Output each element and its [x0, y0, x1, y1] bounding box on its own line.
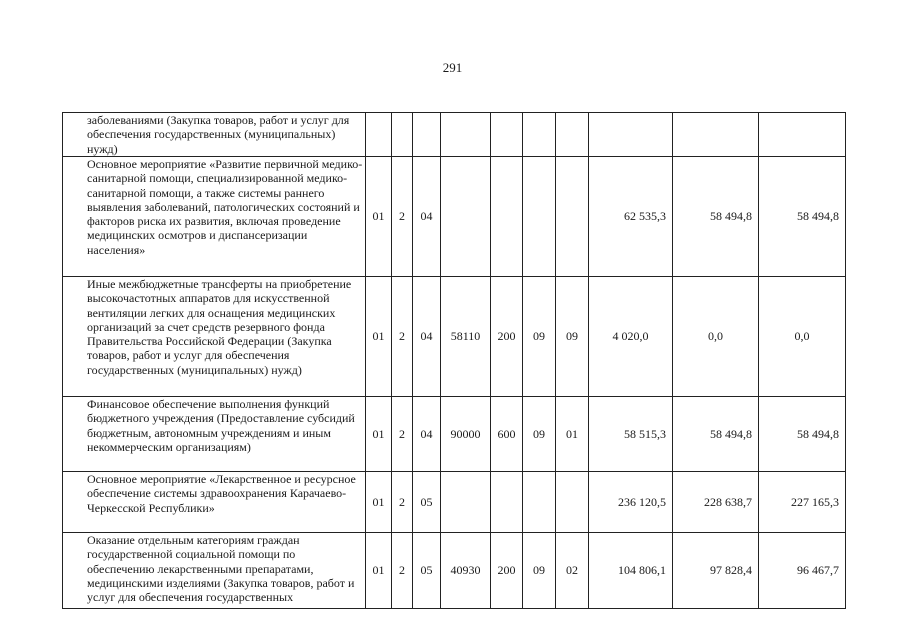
cell-subprogram: 2	[392, 472, 413, 533]
cell-subsection	[556, 113, 589, 157]
cell-event: 05	[413, 533, 441, 609]
cell-event: 04	[413, 157, 441, 277]
cell-subsection	[556, 472, 589, 533]
cell-program: 01	[366, 397, 392, 472]
cell-direction	[441, 157, 491, 277]
cell-subprogram: 2	[392, 277, 413, 397]
table-row	[63, 157, 846, 277]
row-description: Основное мероприятие «Развитие первичной медико-санитарной помощи, специализированной медико-санитарной помощи, а также системы раннего выявления заболеваний, патологических состояний и факторов риска их развития, включая проведение медицинских осмотров и диспансеризации населения»	[63, 157, 366, 277]
cell-expense-type	[491, 113, 523, 157]
cell-event: 05	[413, 472, 441, 533]
table-row	[63, 533, 846, 609]
cell-amount-3: 58 494,8	[759, 397, 846, 472]
cell-expense-type: 600	[491, 397, 523, 472]
cell-expense-type: 200	[491, 277, 523, 397]
budget-table	[62, 112, 846, 609]
cell-section: 09	[523, 533, 556, 609]
cell-expense-type	[491, 472, 523, 533]
cell-event: 04	[413, 397, 441, 472]
table-row	[63, 472, 846, 533]
cell-program: 01	[366, 533, 392, 609]
cell-program	[366, 113, 392, 157]
cell-subsection	[556, 157, 589, 277]
row-description: Оказание отдельным категориям граждан государственной социальной помощи по обеспечению лекарственными препаратами, медицинскими изделиями (Закупка товаров, работ и услуг для обеспечения государственных	[63, 533, 366, 609]
cell-subprogram: 2	[392, 157, 413, 277]
cell-amount-2	[673, 113, 759, 157]
row-description: Иные межбюджетные трансферты на приобретение высокочастотных аппаратов для искусственной вентиляции легких для оснащения медицинских организаций за счет средств резервного фонда Правительства Российской Федерации (Закупка товаров, работ и услуг для обеспечения государственных (муниципальных) нужд)	[63, 277, 366, 397]
cell-amount-1: 104 806,1	[589, 533, 673, 609]
cell-direction: 58110	[441, 277, 491, 397]
cell-amount-2: 0,0	[673, 277, 759, 397]
cell-subprogram: 2	[392, 533, 413, 609]
cell-event	[413, 113, 441, 157]
cell-amount-3: 58 494,8	[759, 157, 846, 277]
cell-direction	[441, 113, 491, 157]
cell-section	[523, 157, 556, 277]
cell-amount-2: 228 638,7	[673, 472, 759, 533]
cell-amount-1: 58 515,3	[589, 397, 673, 472]
cell-section: 09	[523, 277, 556, 397]
table-row	[63, 113, 846, 157]
cell-expense-type	[491, 157, 523, 277]
cell-event: 04	[413, 277, 441, 397]
cell-amount-1: 62 535,3	[589, 157, 673, 277]
cell-subprogram	[392, 113, 413, 157]
cell-amount-2: 97 828,4	[673, 533, 759, 609]
row-description: заболеваниями (Закупка товаров, работ и услуг для обеспечения государственных (муниципальных) нужд)	[63, 113, 366, 157]
cell-section: 09	[523, 397, 556, 472]
cell-subsection: 02	[556, 533, 589, 609]
row-description: Финансовое обеспечение выполнения функций бюджетного учреждения (Предоставление субсидий бюджетным, автономным учреждениям и иным некоммерческим организациям)	[63, 397, 366, 472]
cell-program: 01	[366, 277, 392, 397]
cell-amount-3: 227 165,3	[759, 472, 846, 533]
cell-amount-1	[589, 113, 673, 157]
page-number: 291	[442, 60, 463, 75]
cell-amount-2: 58 494,8	[673, 157, 759, 277]
cell-subsection: 09	[556, 277, 589, 397]
cell-program: 01	[366, 157, 392, 277]
cell-program: 01	[366, 472, 392, 533]
table-row	[63, 397, 846, 472]
cell-amount-1: 4 020,0	[589, 277, 673, 397]
cell-direction	[441, 472, 491, 533]
cell-amount-3: 0,0	[759, 277, 846, 397]
cell-direction: 40930	[441, 533, 491, 609]
cell-expense-type: 200	[491, 533, 523, 609]
cell-amount-1: 236 120,5	[589, 472, 673, 533]
cell-section	[523, 472, 556, 533]
cell-subprogram: 2	[392, 397, 413, 472]
cell-amount-2: 58 494,8	[673, 397, 759, 472]
cell-amount-3: 96 467,7	[759, 533, 846, 609]
cell-direction: 90000	[441, 397, 491, 472]
table-row	[63, 277, 846, 397]
cell-subsection: 01	[556, 397, 589, 472]
cell-section	[523, 113, 556, 157]
row-description: Основное мероприятие «Лекарственное и ресурсное обеспечение системы здравоохранения Карачаево-Черкесской Республики»	[63, 472, 366, 533]
cell-amount-3	[759, 113, 846, 157]
